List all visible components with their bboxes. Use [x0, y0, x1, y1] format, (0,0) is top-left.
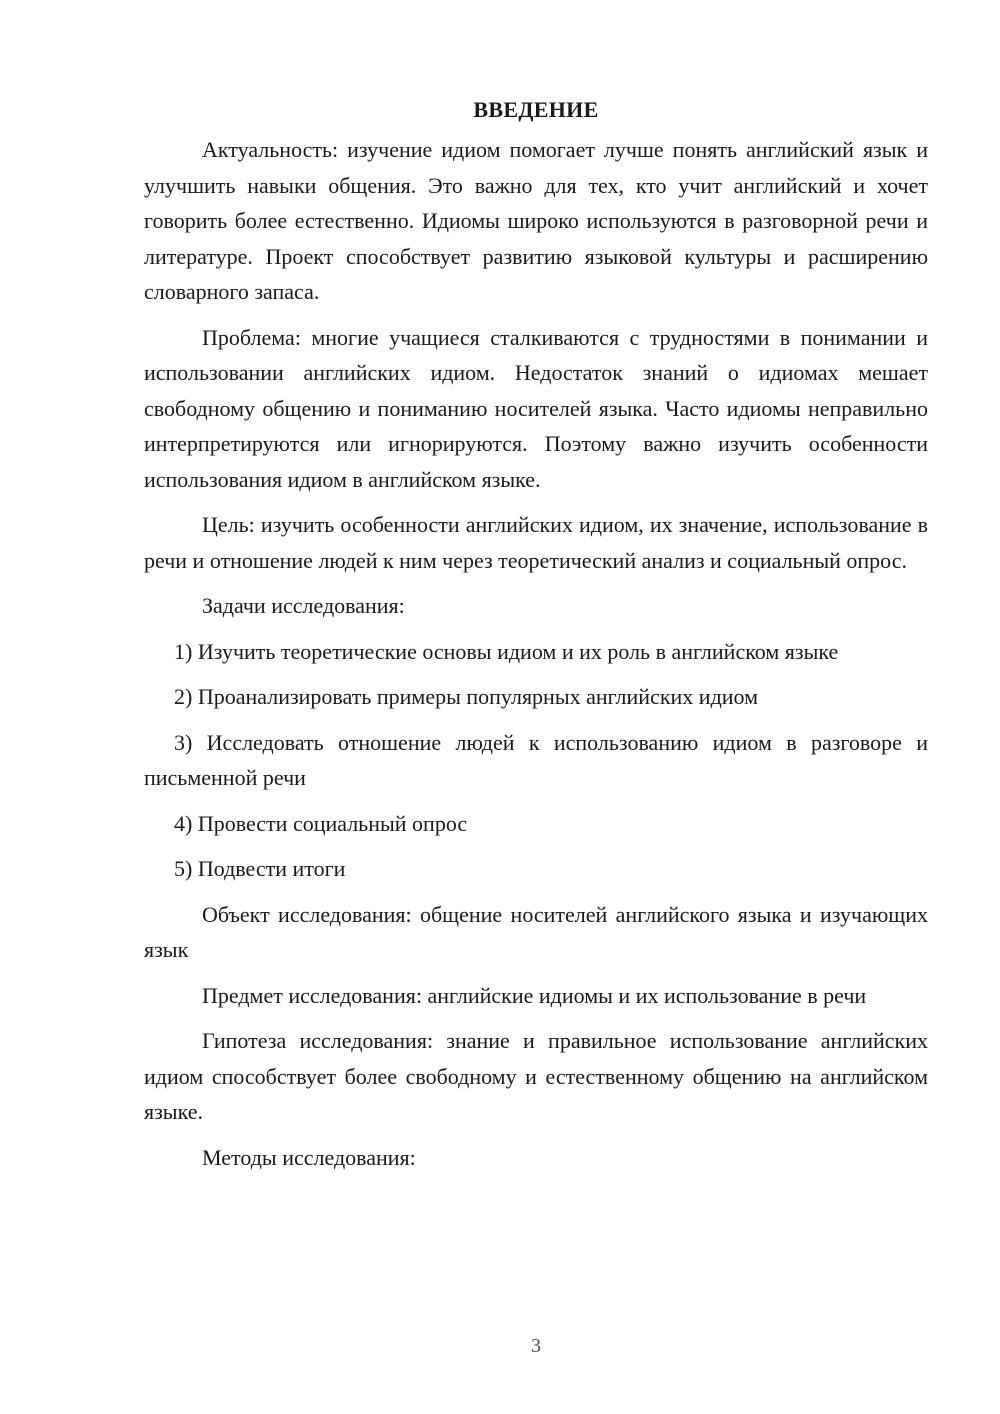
section-title: ВВЕДЕНИЕ — [473, 97, 599, 122]
document-page — [144, 96, 928, 1185]
page-number: 3 — [531, 1335, 541, 1357]
task-item: 5) Подвести итоги — [174, 856, 346, 881]
paragraph-goal: Цель: изучить особенности английских идиом, их значение, использование в речи и отношение людей к ним через теоретический анализ и социальный опрос. — [144, 512, 928, 573]
task-item: 4) Провести социальный опрос — [174, 810, 468, 836]
paragraph-hypothesis: Гипотеза исследования: знание и правильное использование английских идиом способствует более свободному и естественному общению на английском языке. — [144, 1028, 928, 1124]
task-item: 1) Изучить теоретические основы идиом и их роль в английском языке — [174, 638, 839, 664]
task-item: 3) Исследовать отношение людей к использованию идиом в разговоре и письменной речи — [144, 729, 928, 790]
task-item: 2) Проанализировать примеры популярных английских идиом — [174, 684, 759, 709]
paragraph-relevance: Актуальность: изучение идиом помогает лучше понять английский язык и улучшить навыки общения. Это важно для тех, кто учит английский и хочет говорить более естественно. Идиомы широко используются в разговорной речи и литературе. Проект способствует развитию языковой культуры и расширению словарного запаса. — [144, 137, 928, 304]
paragraph-tasks-heading: Задачи исследования: — [202, 593, 405, 618]
paragraph-object: Объект исследования: общение носителей английского языка и изучающих язык — [144, 901, 928, 962]
paragraph-problem: Проблема: многие учащиеся сталкиваются с трудностями в понимании и использовании английских идиом. Недостаток знаний о идиомах мешает свободному общению и пониманию носителей языка. Часто идиомы неправильно интерпретируются или игнорируются. Поэтому важно изучить особенности использования идиом в английском языке. — [144, 324, 928, 492]
paragraph-subject: Предмет исследования: английские идиомы и их использование в речи — [202, 982, 867, 1008]
paragraph-methods: Методы исследования: — [202, 1144, 416, 1170]
